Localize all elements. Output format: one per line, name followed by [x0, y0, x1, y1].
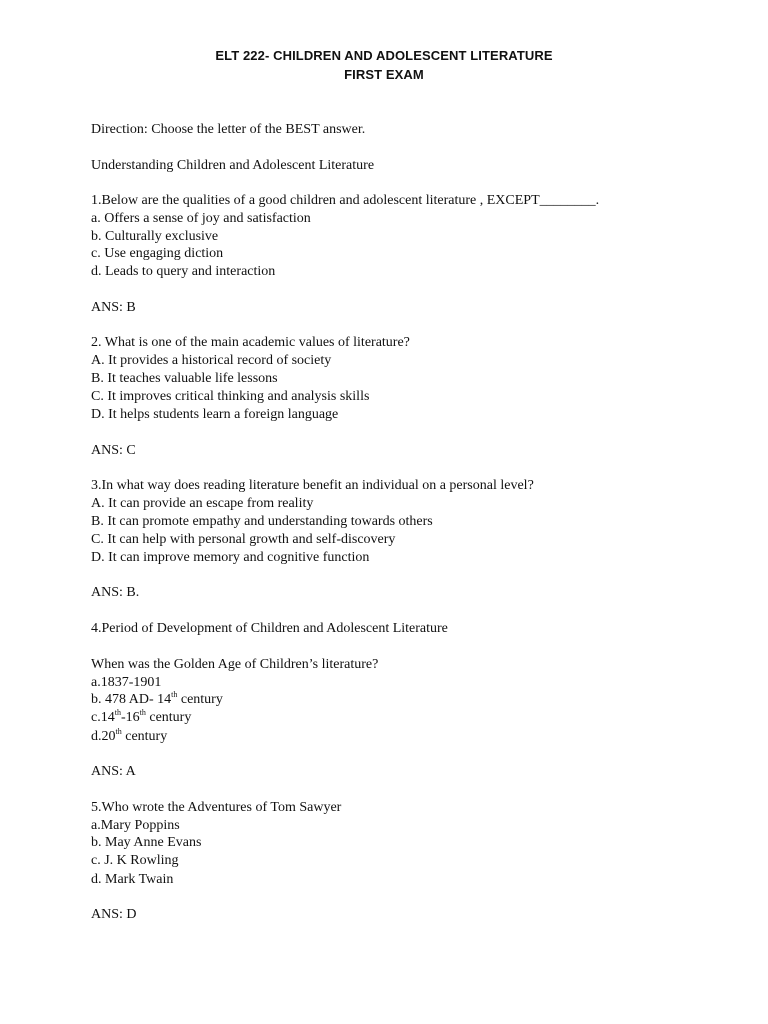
q5-option-d: d. Mark Twain	[91, 872, 174, 887]
q1-answer: ANS: B	[91, 300, 136, 315]
q4-option-d: d.20th century	[91, 727, 168, 744]
q2-option-b: B. It teaches valuable life lessons	[91, 371, 278, 386]
q4-option-b: b. 478 AD- 14th century	[91, 690, 223, 707]
q3-option-a: A. It can provide an escape from reality	[91, 496, 314, 511]
q3-option-b: B. It can promote empathy and understanding towards others	[91, 514, 433, 529]
q4-heading: 4.Period of Development of Children and Adolescent Literature	[91, 621, 448, 636]
q2-option-c: C. It improves critical thinking and analysis skills	[91, 389, 370, 404]
q4-option-a: a.1837-1901	[91, 675, 162, 690]
q5-option-c: c. J. K Rowling	[91, 853, 179, 868]
q2-question: 2. What is one of the main academic values of literature?	[91, 335, 410, 350]
q5-option-a: a.Mary Poppins	[91, 818, 180, 833]
section-heading: Understanding Children and Adolescent Literature	[91, 158, 375, 173]
direction-text: Direction: Choose the letter of the BEST answer.	[91, 122, 366, 137]
q2-option-a: A. It provides a historical record of society	[91, 353, 332, 368]
exam-subtitle: FIRST EXAM	[344, 67, 424, 82]
q1-option-c: c. Use engaging diction	[91, 246, 224, 261]
q3-option-c: C. It can help with personal growth and self-discovery	[91, 532, 396, 547]
q4-question: When was the Golden Age of Children’s literature?	[91, 657, 379, 672]
q4-option-c: c.14th-16th century	[91, 708, 192, 725]
q1-option-b: b. Culturally exclusive	[91, 229, 219, 244]
q5-answer: ANS: D	[91, 907, 137, 922]
q5-question: 5.Who wrote the Adventures of Tom Sawyer	[91, 800, 342, 815]
q3-option-d: D. It can improve memory and cognitive function	[91, 550, 370, 565]
q2-option-d: D. It helps students learn a foreign language	[91, 407, 339, 422]
q3-answer: ANS: B.	[91, 585, 140, 600]
exam-title: ELT 222- CHILDREN AND ADOLESCENT LITERATURE	[215, 48, 553, 63]
q1-option-a: a. Offers a sense of joy and satisfaction	[91, 211, 311, 226]
q5-option-b: b. May Anne Evans	[91, 835, 202, 850]
q2-answer: ANS: C	[91, 443, 136, 458]
q4-answer: ANS: A	[91, 764, 136, 779]
q3-question: 3.In what way does reading literature benefit an individual on a personal level?	[91, 478, 534, 493]
q1-question: 1.Below are the qualities of a good children and adolescent literature , EXCEPT________.	[91, 193, 600, 208]
q1-option-d: d. Leads to query and interaction	[91, 264, 276, 279]
